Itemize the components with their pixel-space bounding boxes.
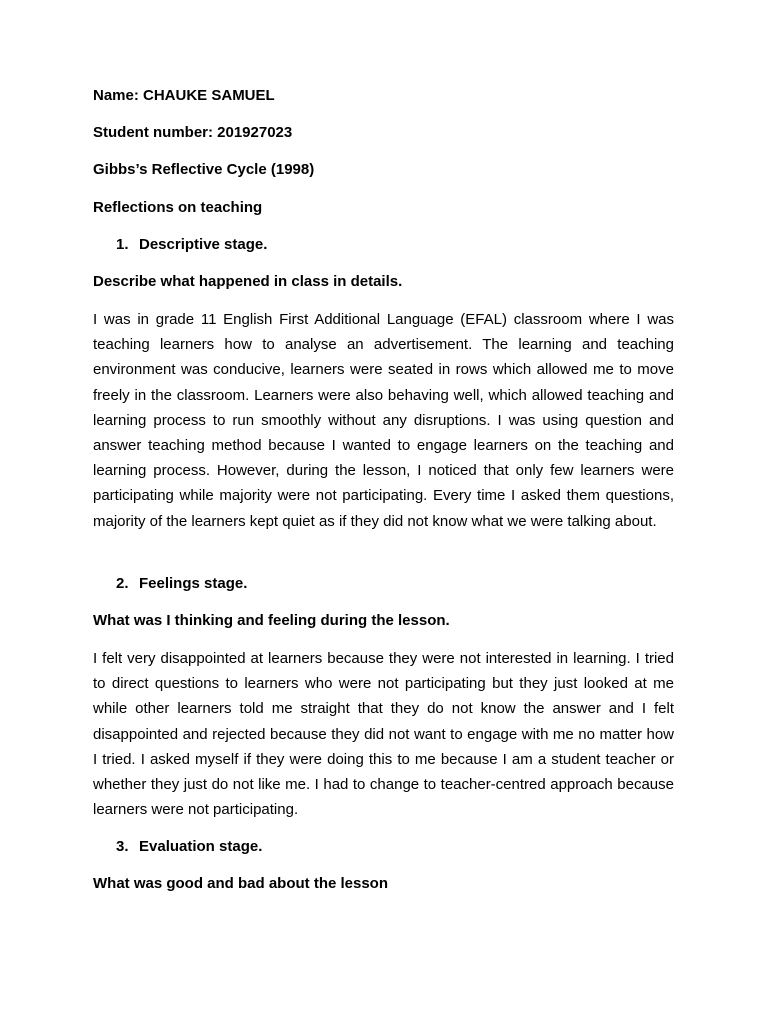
section-3-heading	[116, 837, 262, 857]
student-number: Student number: 201927023	[93, 124, 293, 141]
section-1-prompt: Describe what happened in class in details.	[93, 273, 403, 290]
section-2-title: Feelings stage.	[139, 575, 248, 592]
section-1-body: I was in grade 11 English First Additional Language (EFAL) classroom where I was teaching learners how to analyse an advertisement. The learning and teaching environment was conducive, learners were seated in rows which allowed me to move freely in the classroom. Learners were also behaving well, which allowed teaching and learning process to run smoothly without any disruptions. I was using question and answer teaching method because I wanted to engage learners on the teaching and learning process. However, during the lesson, I noticed that only few learners were participating while majority were not participating. Every time I asked them questions, majority of the learners kept quiet as if they did not know what we were talking about.	[93, 311, 674, 530]
section-1-heading	[116, 235, 267, 255]
section-2-prompt: What was I thinking and feeling during the lesson.	[93, 612, 450, 629]
section-1-title: Descriptive stage.	[139, 236, 268, 253]
section-2-heading	[116, 574, 247, 594]
section-2-number: 2.	[116, 575, 129, 592]
section-3-title: Evaluation stage.	[139, 838, 263, 855]
topic-heading: Reflections on teaching	[93, 199, 263, 216]
cycle-title: Gibbs’s Reflective Cycle (1998)	[93, 161, 315, 178]
section-3-number: 3.	[116, 838, 129, 855]
student-name: Name: CHAUKE SAMUEL	[93, 87, 275, 104]
section-1-number: 1.	[116, 236, 129, 253]
section-3-prompt: What was good and bad about the lesson	[93, 875, 389, 892]
section-2-body: I felt very disappointed at learners because they were not interested in learning. I tried to direct questions to learners who were not participating but they just looked at me while other learners told me straight that they do not know the answer and I felt disappointed and rejected because they did not want to engage with me no matter how I tried. I asked myself if they were doing this to me because I am a student teacher or whether they just do not like me. I had to change to teacher-centred approach because learners were not participating.	[93, 650, 674, 819]
